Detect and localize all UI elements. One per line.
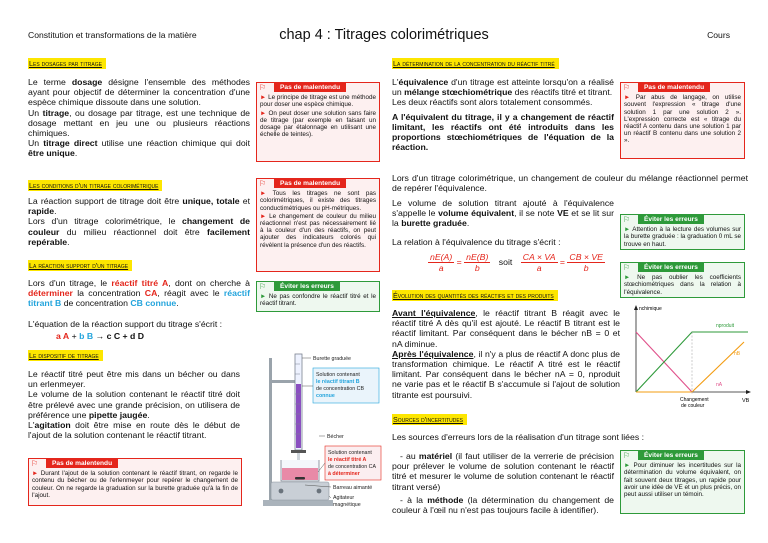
stir-bar bbox=[295, 477, 305, 480]
warn-icon: ⚐ bbox=[623, 215, 631, 224]
section-text-equivalence: L'équivalence d'un titrage est atteinte lorsqu'on a réalisé un mélange stœchiométrique des réactifs titré et titrant. Les deux réactifs sont alors totalement consommés. A l'équivalent du titrage, il y a changement de réactif limitant, les réactifs ont été introduits dans les proportions stœchiométriques de l'équation de la réaction. bbox=[392, 77, 614, 153]
svg-text:le réactif titré A: le réactif titré A bbox=[328, 457, 367, 463]
label-agitateur: Agitateur bbox=[333, 495, 355, 501]
header-type: Cours bbox=[707, 30, 730, 40]
warn-icon: ⚐ bbox=[623, 263, 631, 272]
stand-clamp bbox=[269, 380, 297, 383]
svg-text:connue: connue bbox=[316, 393, 335, 399]
warn-icon: ⚐ bbox=[259, 282, 267, 291]
page-header bbox=[0, 0, 768, 44]
note-box-equivalence: ⚐ Pas de malentendu ► Par abus de langage, on utilise souvent l'expression « titrage d'une solution 1 par une solution 2 ». L'expression correcte est « titrage du réactif A contenu dans une solution 1 par un réactif B contenu dans une solution 2 ». bbox=[620, 82, 745, 159]
note-tag: Pas de malentendu bbox=[638, 83, 710, 92]
section-text-incertitudes: - au matériel (il faut utiliser de la verrerie de précision pour prélever le volume de solution contenant le réactif titré et mesurer le volume de solution contenant le réactif titrant versé) - à la méthode (la détermination du changement de couleur à l'œil nu n'est pas toujours facile à identifier). bbox=[392, 451, 614, 516]
note-tag: Pas de malentendu bbox=[46, 459, 118, 468]
note-warning-icon: ⚐ bbox=[259, 179, 267, 188]
note-tag: Pas de malentendu bbox=[274, 83, 346, 92]
quantity-evolution-graph bbox=[624, 302, 754, 410]
section-text-dosages: Le terme dosage désigne l'ensemble des méthodes ayant pour objectif de déterminer la concentration d'une espèce chimique dissoute dans une solution. Un titrage, ou dosage par titrage, est une technique de dosage mettant en jeu une ou plusieurs réactions chimiques. Un titrage direct utilise une réaction chimique qui doit être unique. bbox=[28, 77, 250, 159]
svg-text:à déterminer: à déterminer bbox=[328, 471, 360, 477]
svg-text:Solution contenant: Solution contenant bbox=[328, 450, 372, 456]
warn-tag: Éviter les erreurs bbox=[638, 215, 704, 224]
label-becher: Bécher bbox=[327, 434, 344, 440]
warn-tag: Éviter les erreurs bbox=[638, 263, 704, 272]
svg-text:Solution contenant: Solution contenant bbox=[316, 372, 360, 378]
note-box-dispositif: ⚐ Pas de malentendu ► Durant l'ajout de la solution contenant le réactif titrant, on regarde le contenu du bécher ou de l'erlenmeyer pour repérer le changement de couleur. On ne regarde la graduation sur la burette graduée qu'à la fin de l'ajout. bbox=[28, 458, 242, 506]
graph-label-nb: nB bbox=[734, 351, 741, 357]
warn-box-incertitudes: ⚐ Éviter les erreurs ► Pour diminuer les incertitudes sur la détermination du volume équivalent, on fait souvent deux titrages, un rapide pour avoir une idée de VE et un plus précis, on peut aussi utiliser un témoin. bbox=[620, 450, 745, 514]
note-warning-icon: ⚐ bbox=[623, 83, 631, 92]
label-burette: Burette graduée bbox=[313, 356, 351, 362]
warn-box-lecture: ⚐ Éviter les erreurs ► Attention à la lecture des volumes sur la burette graduée : la graduation 0 mL se trouve en haut. bbox=[620, 214, 745, 250]
section-heading-reaction: La réaction support d'un titrage bbox=[28, 260, 132, 271]
burette-titrant-liquid bbox=[296, 384, 301, 448]
stand-base bbox=[263, 500, 333, 506]
note-warning-icon: ⚐ bbox=[259, 83, 267, 92]
graph-label-change-1: Changement bbox=[680, 397, 709, 403]
note-tag: Pas de malentendu bbox=[274, 179, 346, 188]
warn-tag: Éviter les erreurs bbox=[274, 282, 340, 291]
section-heading-determination: La détermination de la concentration du réactif titré bbox=[392, 58, 559, 69]
section-heading-dosages: Les dosages par titrage bbox=[28, 58, 106, 69]
graph-label-na: nA bbox=[716, 382, 723, 388]
warn-box-reaction: ⚐ Éviter les erreurs ► Ne pas confondre le réactif titré et le réactif titrant. bbox=[256, 281, 380, 312]
svg-text:de concentration CA: de concentration CA bbox=[328, 464, 376, 470]
titration-setup-diagram bbox=[245, 350, 385, 520]
section-text-evolution: Avant l'équivalence, le réactif titrant B réagit avec le réactif titré A dès qu'il est ajouté. Le réactif B titrant est le réactif limitant. Par conséquent dans le bécher nB = 0 et nA diminue. Après l'équivalence, il n'y a plus de réactif A donc plus de transformation chimique. Le réactif A titré est le réactif limitant. Par conséquent dans le bécher nA = 0, nproduit ne varie pas et le réactif B s'accumule si l'ajout de solution titrante est poursuivi. bbox=[392, 308, 620, 400]
section-heading-evolution: Évolution des quantités des réactifs et des produits bbox=[392, 290, 558, 301]
section-heading-dispositif: Le dispositif de titrage bbox=[28, 350, 103, 361]
note-warning-icon: ⚐ bbox=[31, 459, 39, 468]
note-box-conditions: ⚐ Pas de malentendu ► Tous les titrages ne sont pas colorimétriques, il existe des titrages conductimétriques ou pH-métriques. ► Le changement de couleur du milieu réactionnel n'est pas nécessairement lié à la couleur d'un des réactifs, on peut ajouter des indicateurs colorés qui révèlent la présence d'un des réactifs. bbox=[256, 178, 380, 272]
section-text-reaction: Lors d'un titrage, le réactif titré A, dont on cherche à déterminer la concentration CA, réagit avec le réactif titrant B de concentration CB connue. L'équation de la réaction support du titrage s'écrit : bbox=[28, 278, 251, 329]
warn-box-coefficients: ⚐ Éviter les erreurs ► Ne pas oublier les coefficients stœchiométriques dans la relation à l'équivalence. bbox=[620, 262, 745, 298]
section-text-conditions: La réaction support de titrage doit être unique, totale et rapide. Lors d'un titrage colorimétrique, le changement de couleur du milieu réactionnel doit être facilement repérable. bbox=[28, 196, 251, 247]
page-title: chap 4 : Titrages colorimétriques bbox=[279, 27, 489, 43]
warn-icon: ⚐ bbox=[623, 451, 631, 460]
label-barreau: Barreau aimanté bbox=[333, 485, 373, 491]
section-text-dispositif: Le réactif titré peut être mis dans un bécher ou dans un erlenmeyer. Le volume de la solution contenant le réactif titré doit être prélevé avec une grande précision, on utilisera de préférence une pipette jaugée. L'agitation doit être mise en route dès le début de l'ajout de la solution contenant le réactif titrant. bbox=[28, 369, 240, 441]
burette-stopcock bbox=[291, 450, 306, 453]
svg-text:magnétique: magnétique bbox=[333, 502, 361, 508]
svg-text:de concentration CB: de concentration CB bbox=[316, 386, 364, 392]
section-heading-conditions: Les conditions d'un titrage colorimétrique bbox=[28, 180, 162, 191]
section-heading-incertitudes: Sources d'incertitudes bbox=[392, 414, 467, 425]
warn-tag: Éviter les erreurs bbox=[638, 451, 704, 460]
equivalence-relation: $\frac{nE(A)}{a}$ = $\frac{nE(B)}{b}$ soit $\frac{CA \times VA}{a}$ = $\frac{CB \times VE}{b}$ bbox=[430, 252, 603, 273]
note-box-dosages: ⚐ Pas de malentendu ► Le principe de titrage est une méthode pour doser une espèce chimique. ► On peut doser une solution sans faire de titrage (par exemple en faisant un dosage par étalonnage en utilisant une échelle de teintes). bbox=[256, 82, 380, 162]
header-course: Constitution et transformations de la matière bbox=[28, 30, 197, 40]
reaction-equation: a A + b B → c C + d D bbox=[56, 331, 145, 341]
section-text-volume-equivalent: Le volume de solution titrant ajouté à l'équivalence s'appelle le volume équivalent, il se note VE et se lit sur la burette graduée. La relation à l'équivalence du titrage s'écrit : bbox=[392, 198, 615, 247]
stand-rod bbox=[269, 358, 272, 500]
graph-label-change-2: de couleur bbox=[681, 403, 705, 409]
section-text-incertitudes-intro: Les sources d'erreurs lors de la réalisation d'un titrage sont liées : bbox=[392, 432, 645, 442]
graph-label-produit: nproduit bbox=[716, 323, 735, 329]
graph-x-label: VB bbox=[742, 398, 750, 404]
svg-text:le réactif titrant B: le réactif titrant B bbox=[316, 379, 360, 385]
graph-y-label: nchimique bbox=[639, 306, 662, 312]
section-text-couleur: Lors d'un titrage colorimétrique, un changement de couleur du mélange réactionnel permet de repérer l'équivalence. bbox=[392, 173, 748, 194]
